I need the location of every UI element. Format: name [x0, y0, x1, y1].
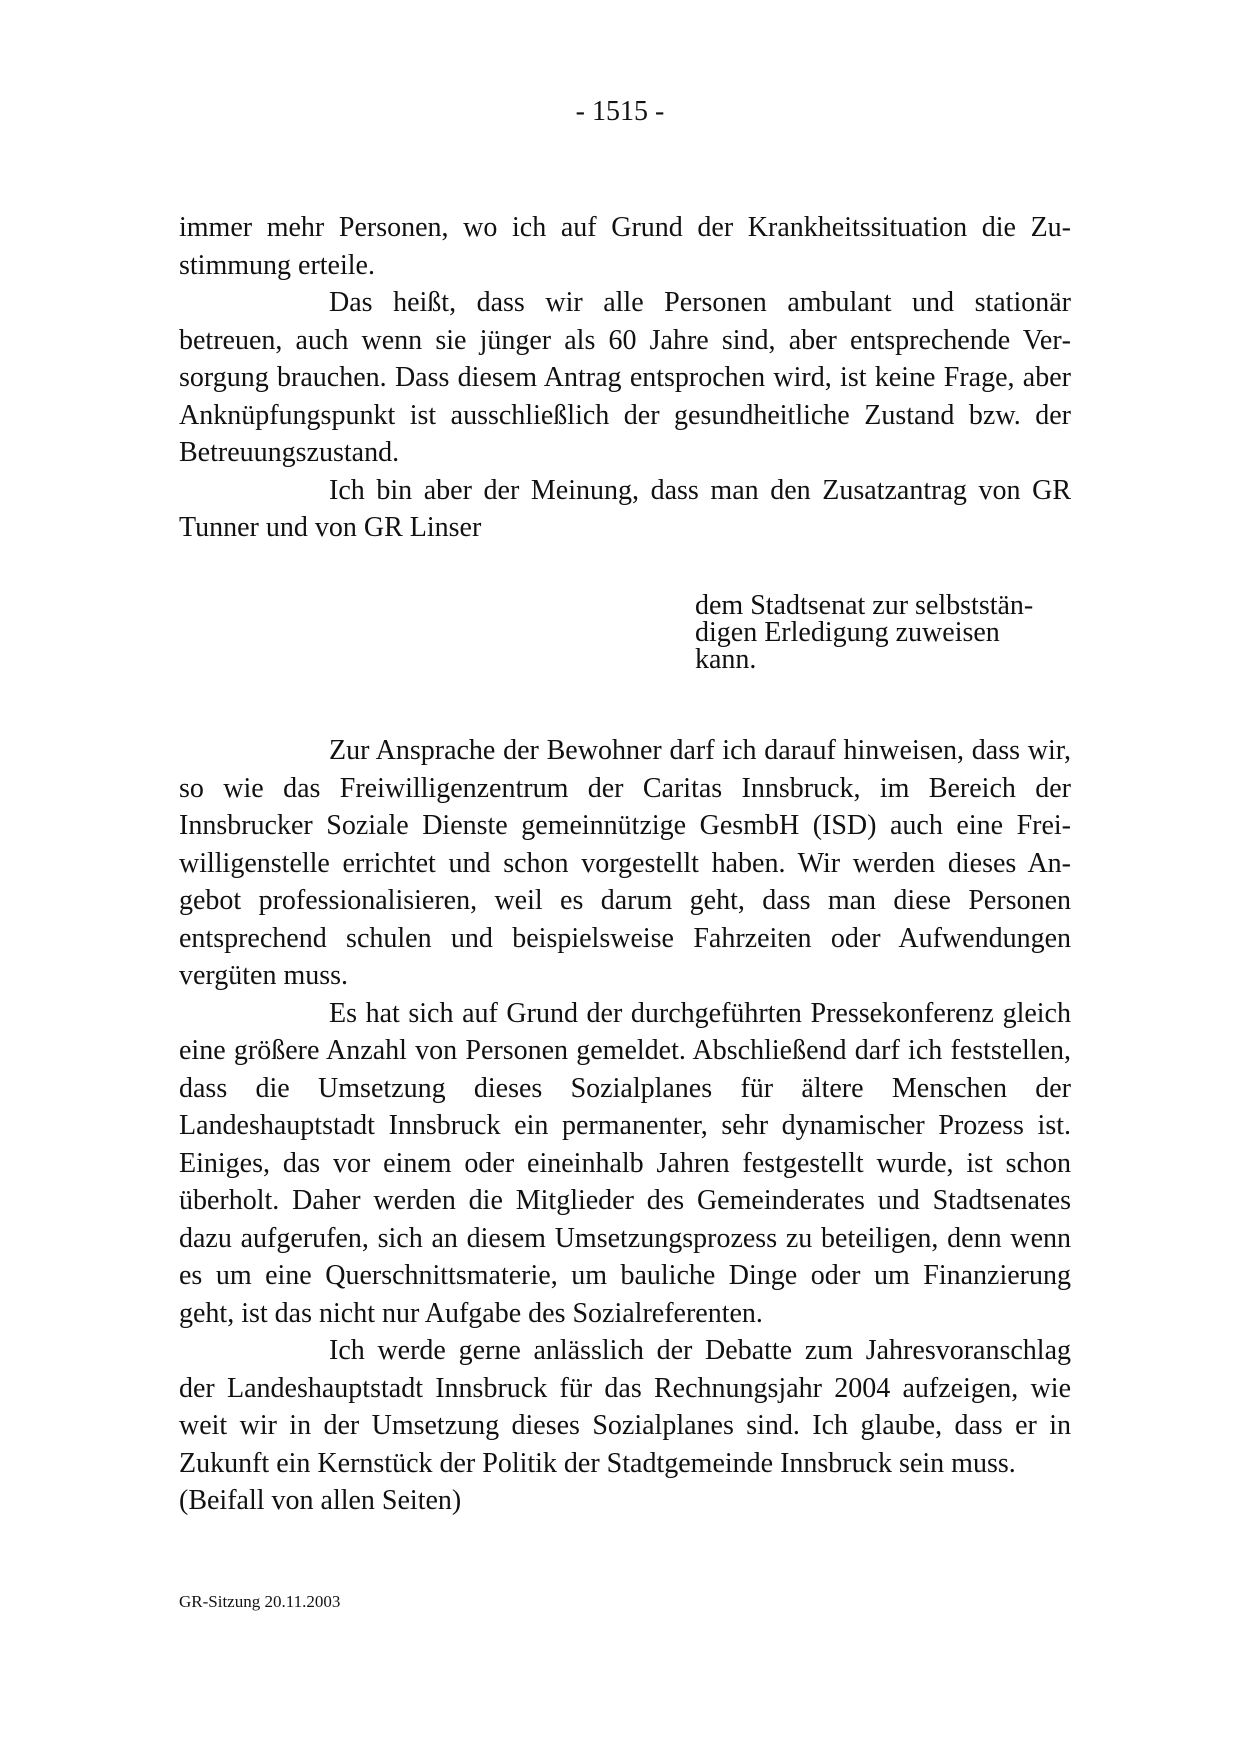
paragraph: Ich bin aber der Meinung, dass man den Zusatzantrag von GR Tunner und von GR Linser [179, 474, 1071, 543]
paragraph: Zur Ansprache der Bewohner darf ich darauf hinweisen, dass wir, so wie das Freiwilligenzentrum der Caritas Innsbruck, im Bereich der Innsbrucker Soziale Dienste gemeinnützige GesmbH (ISD) auch eine Freiwilligenstelle errichtet und schon vorgestellt haben. Wir werden dieses Angebot professionalisieren, weil es darum geht, dass man diese Personen entsprechend schulen und beispielsweise Fahrzeiten oder Aufwendungen vergüten muss. [179, 735, 1071, 991]
applause-note: (Beifall von allen Seiten) [179, 1485, 462, 1516]
paragraph: Es hat sich auf Grund der durchgeführten Pressekonferenz gleich eine größere Anzahl von Personen gemeldet. Abschließend darf ich feststellen, dass die Umsetzung dieses Sozialplanes für ältere Menschen der Landeshauptstadt Innsbruck ein permanenter, sehr dynamischer Prozess ist. Einiges, das vor einem oder eineinhalb Jahren festgestellt wurde, ist schon überholt. Daher werden die Mitglieder des Gemeinderates und Stadtsenates dazu aufgerufen, sich an diesem Umsetzungsprozess zu beteiligen, denn wenn es um eine Querschnittsmaterie, um bauliche Dinge oder um Finanzierung geht, ist das nicht nur Aufgabe des Sozialreferenten. [179, 997, 1071, 1329]
page-number: - 1515 - [575, 96, 665, 127]
motion-note [695, 592, 1075, 673]
motion-note-line: digen Erledigung zuweisen [695, 617, 1000, 648]
paragraph: Das heißt, dass wir alle Personen ambulant und stationär betreuen, auch wenn sie jünger als 60 Jahre sind, aber entsprechende Versorgung brauchen. Dass diesem Antrag entsprochen wird, ist keine Frage, aber Anknüpfungspunkt ist ausschließlich der gesundheitliche Zustand bzw. der Betreuungszustand. [179, 287, 1071, 468]
motion-note-line: kann. [695, 644, 757, 675]
footer-session-date: GR-Sitzung 20.11.2003 [179, 1592, 341, 1611]
paragraph: Ich werde gerne anlässlich der Debatte zum Jahresvoranschlag der Landeshauptstadt Innsbruck für das Rechnungsjahr 2004 aufzeigen, wie weit wir in der Umsetzung dieses Sozialplanes sind. Ich glaube, dass er in Zukunft ein Kernstück der Politik der Stadtgemeinde Innsbruck sein muss. [179, 1335, 1071, 1479]
paragraph: immer mehr Personen, wo ich auf Grund der Krankheitssituation die Zustimmung erteile. [179, 212, 1071, 281]
motion-note-line: dem Stadtsenat zur selbststän- [695, 590, 1034, 621]
text-block-bottom [179, 732, 1071, 1520]
text-block-top [179, 209, 1071, 547]
